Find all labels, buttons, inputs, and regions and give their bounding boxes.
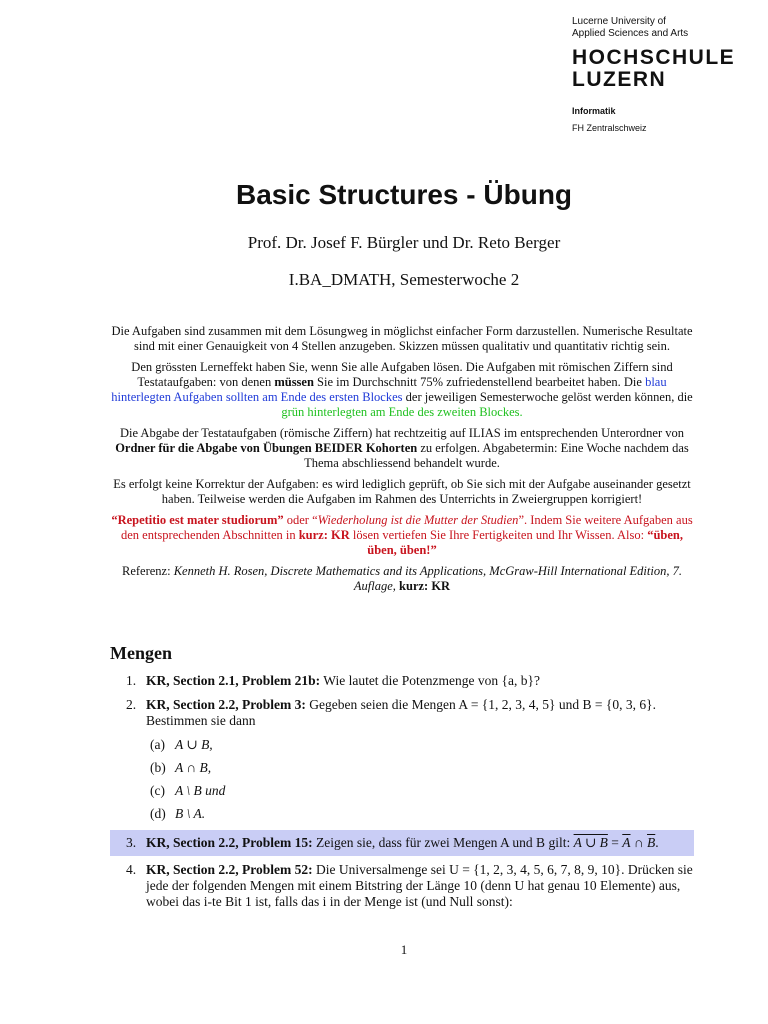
intro-paragraph-4: Es erfolgt keine Korrektur der Aufgaben: es wird lediglich geprüft, ob Sie sich mit der Aufgabe auseinander gesetzt haben. Teilweise werden die Aufgaben im Rahmen des Unterrichts in Zweiergruppen korrigiert! — [113, 477, 691, 506]
subitem-b — [110, 760, 694, 776]
subitem-text: A ∪ B, — [175, 737, 213, 752]
problem-reference: KR, Section 2.2, Problem 3: — [146, 697, 306, 712]
reference: Kenneth H. Rosen, Discrete Mathematics and its Applications, McGraw-Hill International Edition, 7. Auflage, — [173, 564, 682, 593]
logo-line-1: Lucerne University of — [572, 16, 666, 27]
formula-end: . — [655, 835, 659, 850]
page-title: Basic Structures - Übung — [235, 179, 573, 210]
problem-3-highlighted — [110, 830, 694, 856]
problem-number: 3. — [126, 835, 137, 850]
problem-text: Wie lautet die Potenzmenge von {a, b}? — [320, 673, 540, 688]
problem-reference: KR, Section 2.2, Problem 15: — [146, 835, 313, 850]
section-title: Mengen — [110, 643, 172, 663]
formula-lhs: A ∪ B — [573, 835, 608, 850]
emphasis: “üben, üben, üben!” — [367, 528, 684, 557]
university-logo — [572, 16, 735, 134]
subitem-a — [110, 737, 694, 753]
text: lösen vertiefen Sie Ihre Fertigkeiten und Ihr Wissen. Also: — [349, 528, 648, 542]
problem-text: Gegeben seien die Mengen A = {1, 2, 3, 4, 5} und B = {0, 3, 6}. Bestimmen sie dann — [146, 697, 656, 728]
instructions — [110, 324, 694, 600]
problem-2 — [110, 697, 694, 729]
text: ”. Indem Sie weitere Aufgaben aus den entsprechenden Abschnitten in — [120, 513, 693, 542]
intro-paragraph-2 — [110, 360, 694, 420]
intro-paragraph-3 — [110, 426, 694, 471]
blue-note: blau hinterlegten Aufgaben sollten am Ende des ersten Blockes — [111, 375, 667, 404]
problem-number: 4. — [126, 862, 137, 877]
problem-number: 1. — [126, 673, 137, 688]
logo-name-1: HOCHSCHULE — [572, 46, 736, 69]
subitem-text: A \ B und — [175, 783, 226, 798]
formula-a: $\overline{A}$ — [622, 835, 631, 850]
formula-b: $\overline{B}$ — [647, 835, 656, 850]
text: Den grössten Lerneffekt haben Sie, wenn Sie alle Aufgaben lösen. Die Aufgaben mit römischen Ziffern sind Testataufgaben: von denen — [131, 360, 673, 389]
problem-4 — [110, 862, 694, 910]
green-note: grün hinterlegten am Ende des zweiten Blockes. — [281, 405, 523, 419]
authors: Prof. Dr. Josef F. Bürgler und Dr. Reto Berger — [247, 233, 561, 252]
motto-translation: Wiederholung ist die Mutter der Studien — [317, 513, 519, 527]
motto: “Repetitio est mater studiorum” — [111, 513, 284, 527]
problem-text: Die Universalmenge sei U = {1, 2, 3, 4, 5, 6, 7, 8, 9, 10}. Drücken sie jede der folgenden Mengen mit einem Bitstring der Länge 10 (denn U hat genau 10 Elemente) aus, wobei das i-te Bit 1 ist, falls das i in der Menge ist (und Null sonst): — [146, 862, 693, 909]
emphasis: kurz: KR — [399, 579, 451, 593]
problem-text: Zeigen sie, dass für zwei Mengen A und B gilt: — [312, 835, 574, 850]
emphasis: Ordner für die Abgabe von Übungen BEIDER Kohorten — [115, 441, 418, 455]
course-info: I.BA_DMATH, Semesterwoche 2 — [288, 270, 520, 289]
text: oder “ — [283, 513, 318, 527]
text: Sie im Durchschnitt 75% zufriedenstellend bearbeitet haben. Die — [313, 375, 646, 389]
subitem-label: (d) — [150, 806, 166, 821]
problem-reference: KR, Section 2.2, Problem 52: — [146, 862, 313, 877]
subitem-d — [110, 806, 694, 822]
subitem-text: A ∩ B, — [175, 760, 212, 775]
problem-list — [110, 673, 694, 910]
subitem-label: (a) — [150, 737, 165, 752]
logo-name-2: LUZERN — [572, 68, 667, 91]
problem-number: 2. — [126, 697, 137, 712]
subitem-label: (b) — [150, 760, 166, 775]
text: der jeweiligen Semesterwoche gelöst werden können, die — [402, 390, 693, 404]
problem-1 — [110, 673, 694, 689]
text: zu erfolgen. Abgabetermin: Eine Woche nachdem das Thema abschliessend behandelt wurde. — [304, 441, 689, 470]
problem-reference: KR, Section 2.1, Problem 21b: — [146, 673, 321, 688]
page-number: 1 — [400, 942, 408, 957]
text: Referenz: — [122, 564, 174, 578]
logo-department: Informatik — [572, 106, 616, 116]
emphasis: kurz: KR — [298, 528, 350, 542]
text: Die Abgabe der Testataufgaben (römische Ziffern) hat rechtzeitig auf ILIAS im entsprechenden Unterordner von — [119, 426, 685, 440]
subitem-text: B \ A. — [175, 806, 206, 821]
formula-eq: = — [607, 835, 623, 850]
logo-subtitle: FH Zentralschweiz — [572, 123, 647, 133]
subitem-c — [110, 783, 694, 799]
subitem-label: (c) — [150, 783, 165, 798]
logo-line-2: Applied Sciences and Arts — [572, 28, 689, 39]
intro-paragraph-1: Die Aufgaben sind zusammen mit dem Lösungweg in möglichst einfacher Form darzustellen. Numerische Resultate sind mit einer Genauigkeit von 4 Stellen anzugeben. Skizzen müssen qualitativ und quantitativ richtig sein. — [111, 324, 693, 353]
emphasis: müssen — [274, 375, 314, 389]
intro-paragraph-6 — [110, 564, 694, 594]
intro-paragraph-5 — [110, 513, 694, 558]
formula-cap: ∩ — [630, 835, 648, 850]
